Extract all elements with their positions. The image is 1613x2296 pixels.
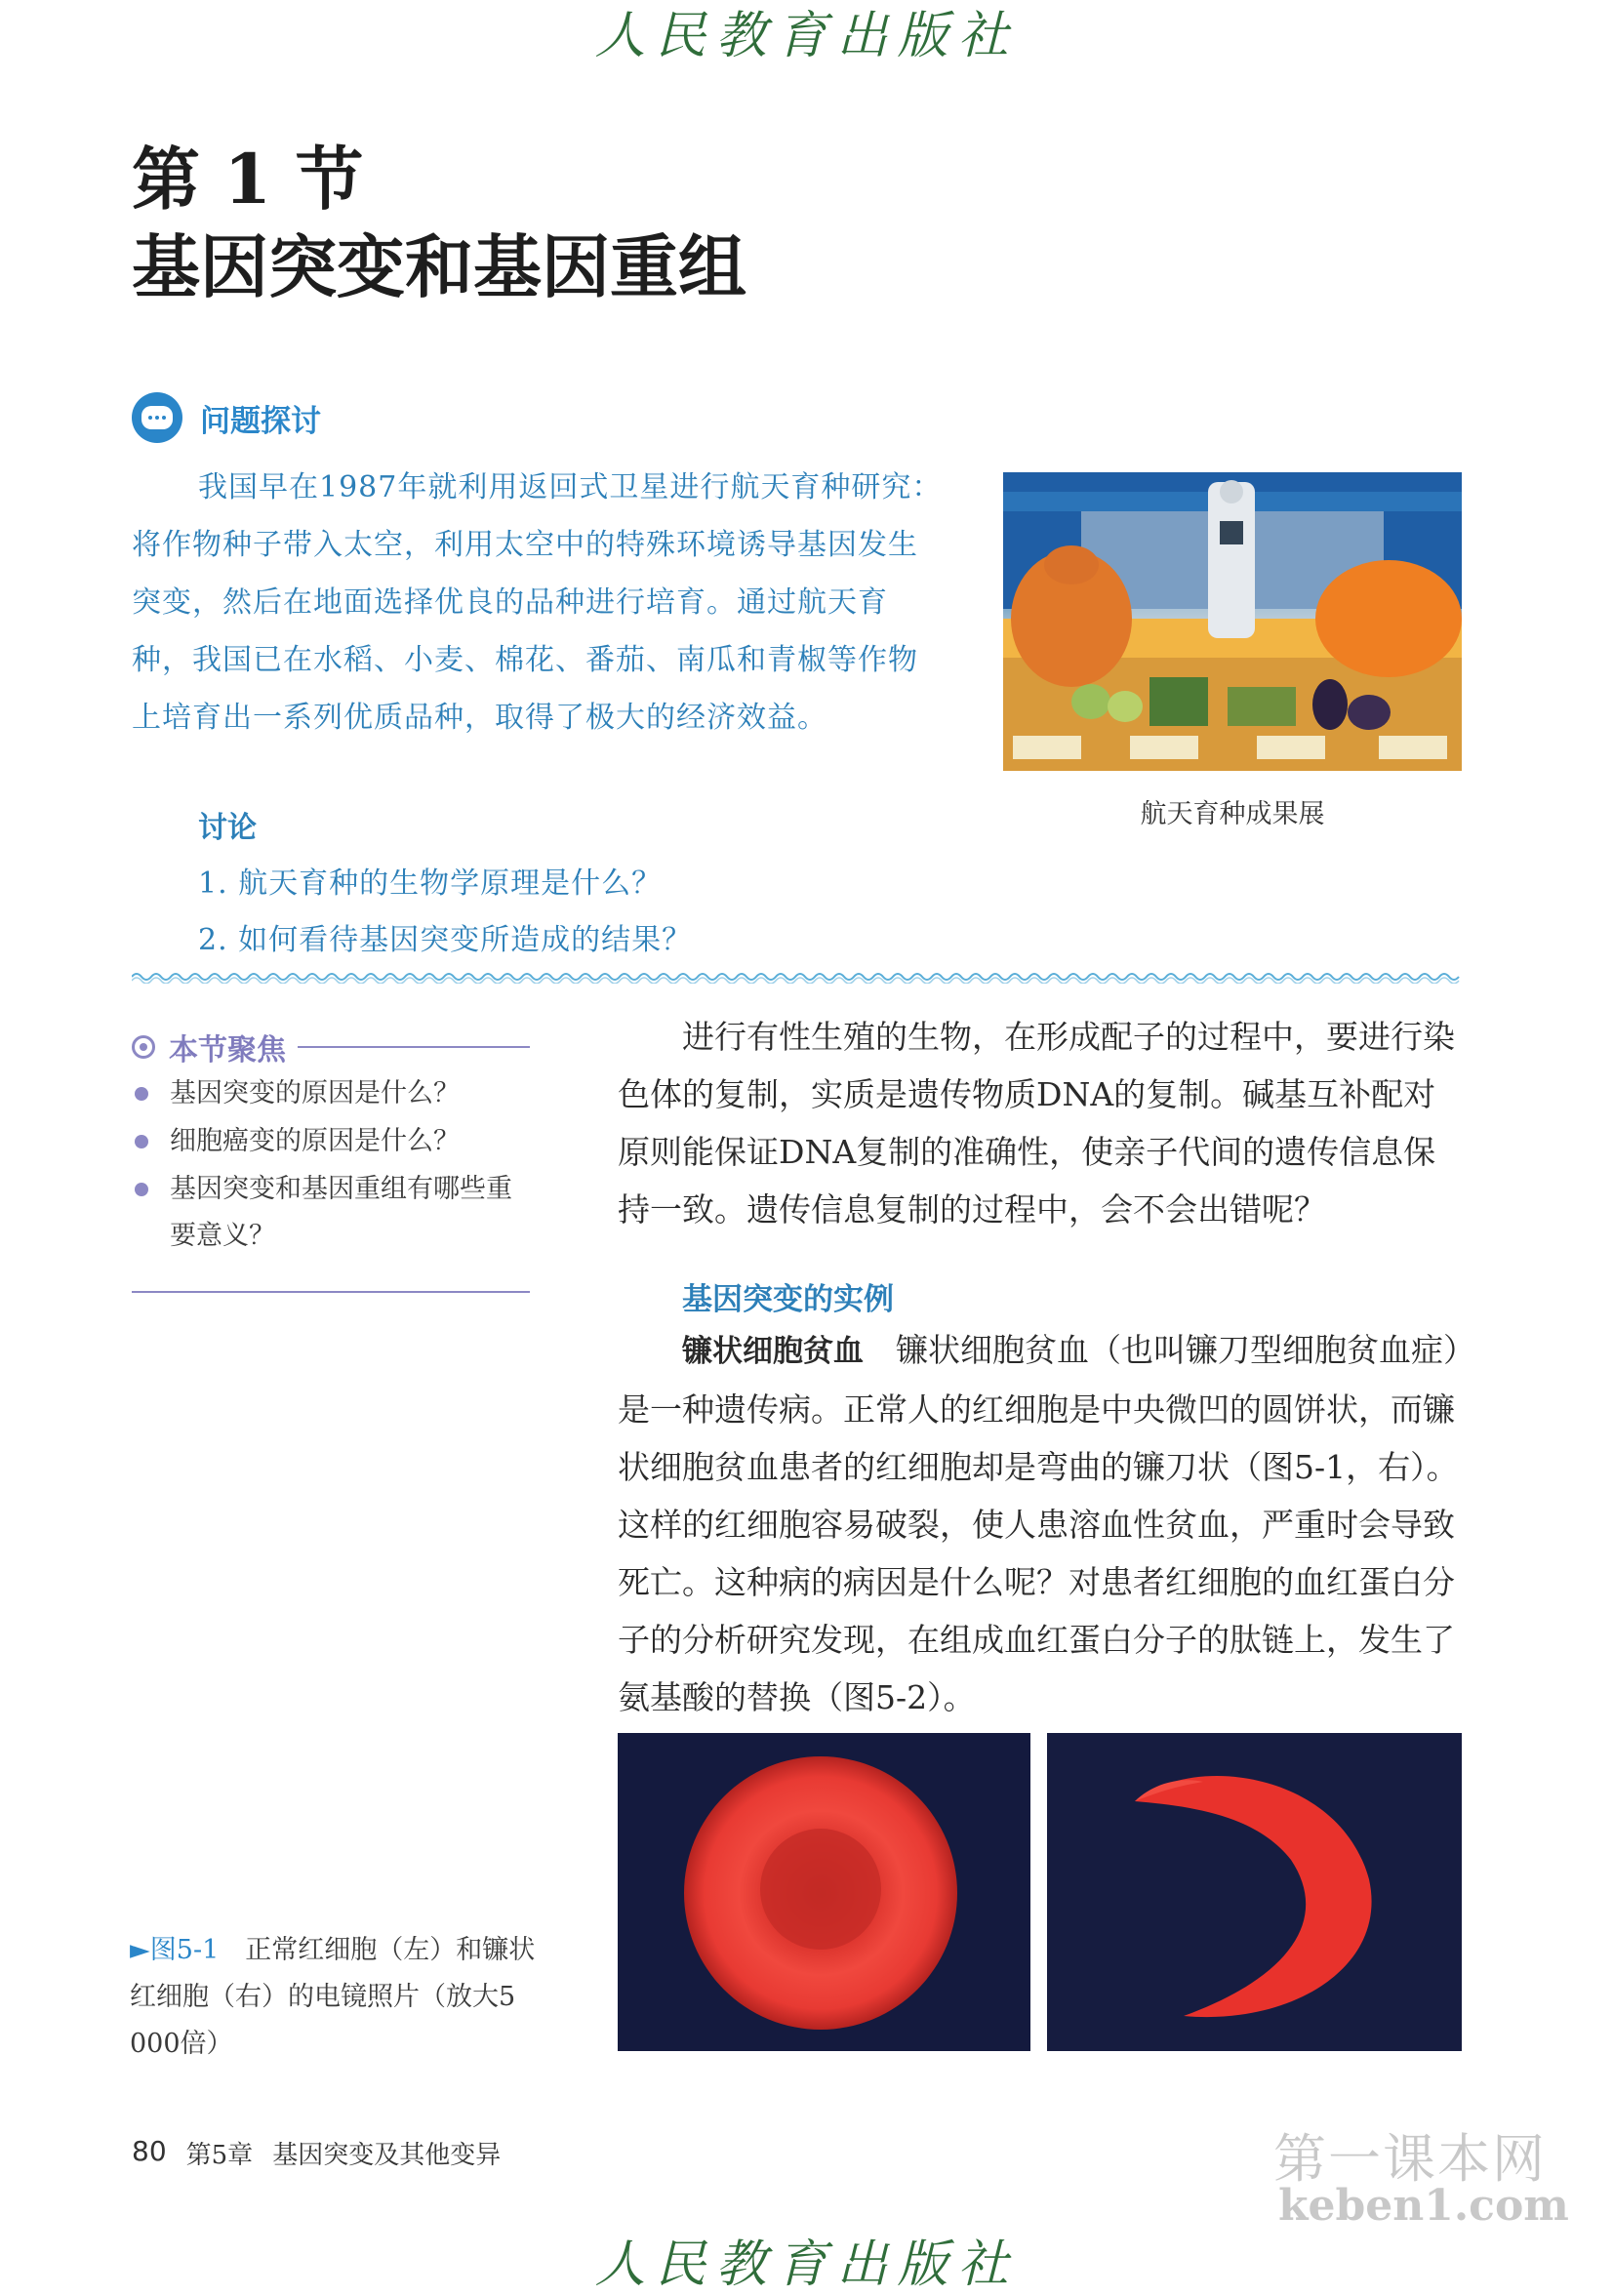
sickle-red-cell-photo bbox=[1047, 1733, 1462, 2051]
focus-header bbox=[132, 1027, 286, 1067]
section-title: 基因突变和基因重组 bbox=[132, 226, 746, 307]
normal-red-cell-photo bbox=[618, 1733, 1030, 2051]
focus-item: 细胞癌变的原因是什么？ bbox=[135, 1118, 530, 1165]
subsection-heading: 基因突变的实例 bbox=[682, 1282, 894, 1317]
figure-number: ►图5-1 bbox=[130, 1935, 220, 1965]
photo-caption: 航天育种成果展 bbox=[1140, 799, 1325, 829]
publisher-header: 人民教育出版社 bbox=[594, 7, 1019, 65]
page-number: 80 bbox=[132, 2135, 167, 2167]
bullet-icon bbox=[135, 1087, 148, 1101]
space-breeding-photo bbox=[1003, 472, 1462, 771]
wavy-divider bbox=[132, 970, 1462, 984]
watermark-text: 第一课本网 bbox=[1273, 2128, 1547, 2190]
discussion-label: 问题探讨 bbox=[200, 403, 321, 439]
bullet-icon bbox=[135, 1183, 148, 1196]
focus-item: 基因突变的原因是什么？ bbox=[135, 1070, 530, 1117]
target-icon bbox=[132, 1035, 155, 1059]
section-number: 第 1 节 bbox=[132, 139, 364, 220]
discussion-header bbox=[132, 392, 321, 443]
page-footer bbox=[132, 2135, 501, 2171]
discussion-question: 1. 航天育种的生物学原理是什么？ bbox=[198, 866, 663, 901]
discussion-text: 我国早在1987年就利用返回式卫星进行航天育种研究：将作物种子带入太空，利用太空中的特殊环境诱导基因发生突变，然后在地面选择优良的品种进行培育。通过航天育种，我国已在水稻、小麦、棉花、番茄、南瓜和青椒等作物上培育出一系列优质品种，取得了极大的经济效益。 bbox=[132, 470, 943, 735]
bullet-icon bbox=[135, 1135, 148, 1148]
focus-label: 本节聚焦 bbox=[169, 1033, 286, 1067]
sickle-cell-paragraph: 镰状细胞贫血 镰状细胞贫血（也叫镰刀型细胞贫血症）是一种遗传病。正常人的红细胞是中央微凹的圆饼状，而镰状细胞贫血患者的红细胞却是弯曲的镰刀状（图5-1，右）。这样的红细胞容易破裂，使人患溶血性贫血，严重时会导致死亡。这种病的病因是什么呢？对患者红细胞的血红蛋白分子的分析研究发现，在组成血红蛋白分子的肽链上，发生了氨基酸的替换（图5-2）。 bbox=[618, 1331, 1460, 1716]
discussion-subhead: 讨论 bbox=[198, 811, 257, 845]
focus-rule bbox=[132, 1291, 530, 1293]
focus-item: 基因突变和基因重组有哪些重要意义？ bbox=[135, 1166, 530, 1260]
discussion-question: 2. 如何看待基因突变所造成的结果？ bbox=[198, 923, 693, 957]
term-label: 镰状细胞贫血 bbox=[682, 1334, 864, 1369]
chapter-title: 基因突变及其他变异 bbox=[272, 2141, 502, 2170]
watermark-url: keben1.com bbox=[1278, 2181, 1569, 2231]
figure-caption: ►图5-1 正常红细胞（左）和镰状红细胞（右）的电镜照片（放大5 000倍） bbox=[130, 1935, 536, 2059]
chapter-number: 第5章 bbox=[185, 2141, 254, 2170]
intro-paragraph: 进行有性生殖的生物，在形成配子的过程中，要进行染色体的复制，实质是遗传物质DNA的复制。碱基互补配对原则能保证DNA复制的准确性，使亲子代间的遗传信息保持一致。遗传信息复制的过程中，会不会出错呢？ bbox=[618, 1018, 1455, 1229]
chat-bubble-icon bbox=[132, 392, 182, 443]
focus-rule bbox=[298, 1046, 530, 1048]
publisher-footer: 人民教育出版社 bbox=[594, 2236, 1019, 2294]
